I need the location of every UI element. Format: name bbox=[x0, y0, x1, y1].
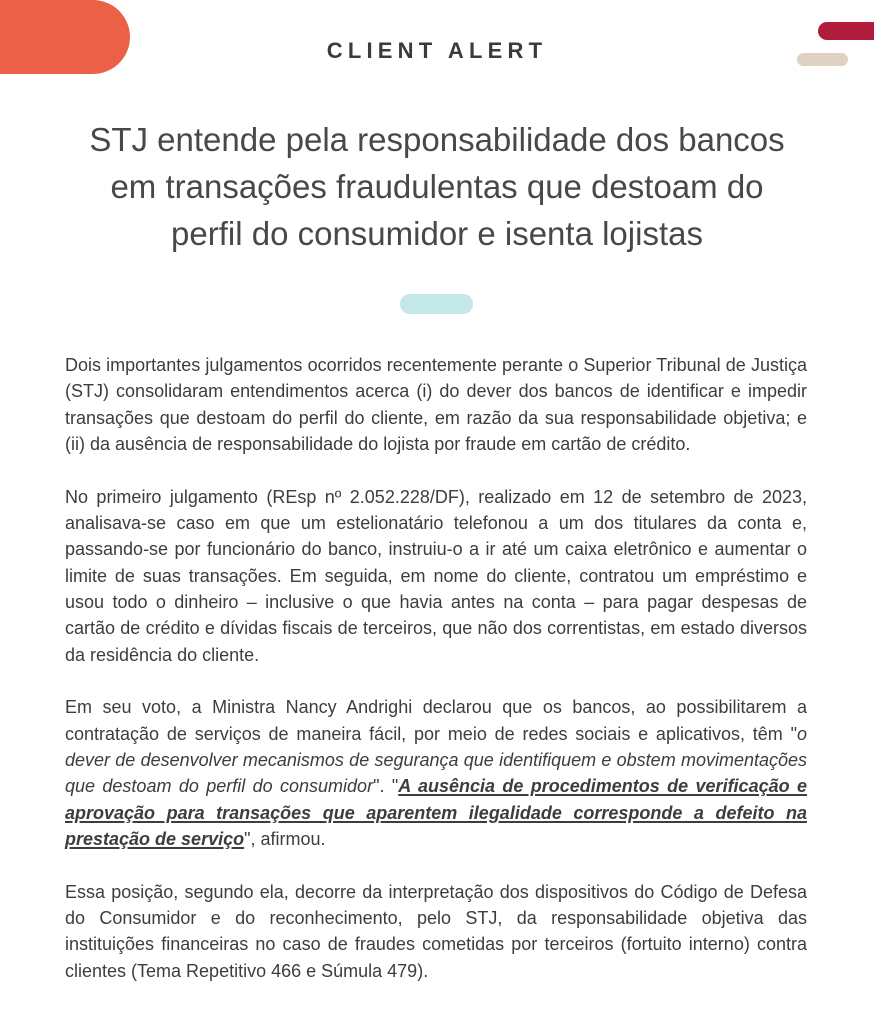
article-title bbox=[50, 116, 824, 257]
paragraph-3-end: ", afirmou. bbox=[244, 828, 326, 849]
article-body bbox=[65, 352, 807, 1011]
paragraph-3-intro: Em seu voto, a Ministra Nancy Andrighi declarou que os bancos, ao possibilitarem a contratação de serviços de maneira fácil, por meio de redes sociais e aplicativos, têm " bbox=[65, 697, 807, 744]
paragraph-3-quote-1: o dever de desenvolver mecanismos de segurança que identifiquem e obstem movimentações que destoam do perfil do consumidor bbox=[65, 723, 807, 797]
paragraph-1: Dois importantes julgamentos ocorridos recentemente perante o Superior Tribunal de Justiça (STJ) consolidaram entendimentos acerca (i) do dever dos bancos de identificar e impedir transações que destoam do perfil do cliente, em razão da sua responsabilidade objetiva; e (ii) da ausência de responsabilidade do lojista por fraude em cartão de crédito. bbox=[65, 355, 807, 454]
client-alert-label: CLIENT ALERT bbox=[326, 38, 548, 63]
article-title-line-2: em transações fraudulentas que destoam do bbox=[110, 168, 764, 205]
paragraph-2: No primeiro julgamento (REsp nº 2.052.228/DF), realizado em 12 de setembro de 2023, analisava-se caso em que um estelionatário telefonou a um dos titulares da conta e, passando-se por funcionário do banco, instruiu-o a ir até um caixa eletrônico e aumentar o limite de suas transações. Em seguida, em nome do cliente, contratou um empréstimo e usou todo o dinheiro – inclusive o que havia antes na conta – para pagar despesas de cartão de crédito e dívidas fiscais de terceiros, que não dos correntistas, em estado diversos da residência do cliente. bbox=[65, 486, 807, 665]
paragraph-3 bbox=[65, 694, 807, 852]
paragraph-3-mid: ". " bbox=[373, 776, 399, 797]
article-title-line-1: STJ entende pela responsabilidade dos bancos bbox=[89, 121, 785, 158]
divider-pill bbox=[400, 294, 473, 314]
paragraph-3-quote-2: A ausência de procedimentos de verificação e aprovação para transações que aparentem ilegalidade corresponde a defeito na prestação de serviço bbox=[65, 776, 807, 849]
article-title-line-3: perfil do consumidor e isenta lojistas bbox=[171, 215, 703, 252]
paragraph-4: Essa posição, segundo ela, decorre da interpretação dos dispositivos do Código de Defesa do Consumidor e do reconhecimento, pelo STJ, da responsabilidade objetiva das instituições financeiras no caso de fraudes cometidas por terceiros (fortuito interno) contra clientes (Tema Repetitivo 466 e Súmula 479). bbox=[65, 881, 807, 981]
